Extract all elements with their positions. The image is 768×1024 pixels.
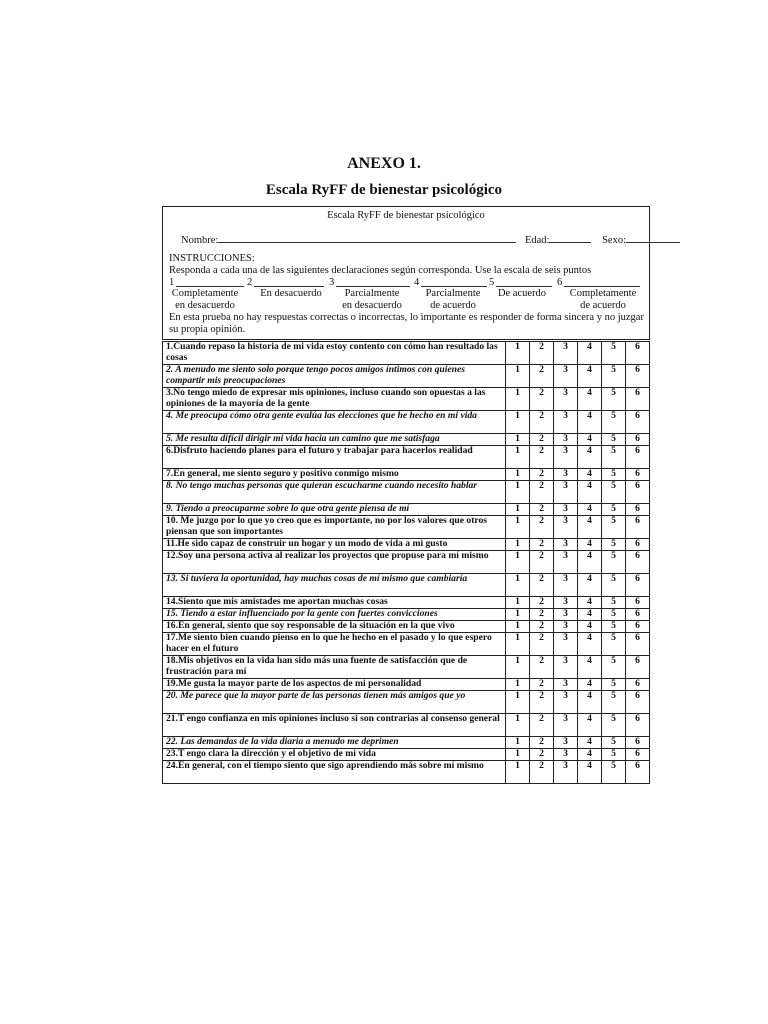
rating-option-2[interactable]: 2 [530, 434, 554, 446]
rating-option-5[interactable]: 5 [602, 597, 626, 609]
rating-option-5[interactable]: 5 [602, 609, 626, 621]
rating-option-1[interactable]: 1 [506, 656, 530, 679]
instructions-heading: INSTRUCCIONES: [169, 253, 255, 264]
item-statement: 9. Tiendo a preocuparme sobre lo que otra gente piensa de mí [163, 504, 506, 516]
rating-option-6[interactable]: 6 [626, 574, 650, 597]
rating-option-2[interactable]: 2 [530, 761, 554, 784]
rating-option-1[interactable]: 1 [506, 691, 530, 714]
rating-option-2[interactable]: 2 [530, 691, 554, 714]
rating-option-6[interactable]: 6 [626, 434, 650, 446]
item-statement: 20. Me parece que la mayor parte de las personas tienen más amigos que yo [163, 691, 506, 714]
rating-option-5[interactable]: 5 [602, 481, 626, 504]
table-row [163, 342, 650, 365]
rating-option-2[interactable]: 2 [530, 714, 554, 737]
item-statement: 14.Siento que mis amistades me aportan muchas cosas [163, 597, 506, 609]
rating-option-2[interactable]: 2 [530, 469, 554, 481]
rating-option-2[interactable]: 2 [530, 597, 554, 609]
rating-option-4[interactable]: 4 [578, 551, 602, 574]
table-row [163, 469, 650, 481]
table-row [163, 749, 650, 761]
scale-line [496, 286, 552, 287]
rating-option-4[interactable]: 4 [578, 342, 602, 365]
rating-option-1[interactable]: 1 [506, 434, 530, 446]
rating-option-3[interactable]: 3 [554, 446, 578, 469]
rating-option-6[interactable]: 6 [626, 539, 650, 551]
rating-option-6[interactable]: 6 [626, 621, 650, 633]
rating-option-3[interactable]: 3 [554, 388, 578, 411]
rating-option-3[interactable]: 3 [554, 481, 578, 504]
rating-option-6[interactable]: 6 [626, 633, 650, 656]
rating-option-3[interactable]: 3 [554, 411, 578, 434]
table-row [163, 691, 650, 714]
rating-option-2[interactable]: 2 [530, 609, 554, 621]
item-statement: 13. Si tuviera la oportunidad, hay muchas cosas de mí mismo que cambiaría [163, 574, 506, 597]
rating-option-3[interactable]: 3 [554, 656, 578, 679]
rating-option-3[interactable]: 3 [554, 574, 578, 597]
item-statement: 17.Me siento bien cuando pienso en lo que he hecho en el pasado y lo que espero hacer en el futuro [163, 633, 506, 656]
rating-option-4[interactable]: 4 [578, 597, 602, 609]
table-row [163, 679, 650, 691]
rating-option-1[interactable]: 1 [506, 469, 530, 481]
rating-option-4[interactable]: 4 [578, 481, 602, 504]
rating-option-5[interactable]: 5 [602, 342, 626, 365]
rating-option-4[interactable]: 4 [578, 516, 602, 539]
rating-option-2[interactable]: 2 [530, 633, 554, 656]
instructions-text: Responda a cada una de las siguientes declaraciones según corresponda. Use la escala de seis puntos [169, 265, 592, 276]
table-row [163, 365, 650, 388]
rating-option-5[interactable]: 5 [602, 539, 626, 551]
scale-label: De acuerdo [497, 288, 547, 299]
item-statement: 24.En general, con el tiempo siento que sigo aprendiendo más sobre mí mismo [163, 761, 506, 784]
rating-option-6[interactable]: 6 [626, 481, 650, 504]
rating-option-5[interactable]: 5 [602, 551, 626, 574]
item-statement: 7.En general, me siento seguro y positivo conmigo mismo [163, 469, 506, 481]
table-row [163, 609, 650, 621]
name-field[interactable] [218, 232, 516, 243]
rating-option-5[interactable]: 5 [602, 621, 626, 633]
rating-option-2[interactable]: 2 [530, 749, 554, 761]
scale-line [421, 286, 487, 287]
table-row [163, 481, 650, 504]
rating-option-2[interactable]: 2 [530, 504, 554, 516]
rating-option-3[interactable]: 3 [554, 609, 578, 621]
item-statement: 3.No tengo miedo de expresar mis opiniones, incluso cuando son opuestas a las opiniones de la mayoría de la gente [163, 388, 506, 411]
scale-label: Completamente de acuerdo [569, 288, 637, 311]
rating-option-2[interactable]: 2 [530, 574, 554, 597]
rating-option-2[interactable]: 2 [530, 656, 554, 679]
scale-label: Parcialmente en desacuerdo [342, 288, 402, 311]
rating-option-2[interactable]: 2 [530, 365, 554, 388]
rating-option-2[interactable]: 2 [530, 621, 554, 633]
scale-line [564, 286, 640, 287]
rating-option-1[interactable]: 1 [506, 714, 530, 737]
rating-option-5[interactable]: 5 [602, 388, 626, 411]
table-row [163, 411, 650, 434]
rating-option-4[interactable]: 4 [578, 365, 602, 388]
scale-line [176, 286, 244, 287]
rating-option-6[interactable]: 6 [626, 365, 650, 388]
rating-option-4[interactable]: 4 [578, 609, 602, 621]
rating-option-1[interactable]: 1 [506, 411, 530, 434]
rating-option-6[interactable]: 6 [626, 761, 650, 784]
table-row [163, 574, 650, 597]
rating-option-4[interactable]: 4 [578, 411, 602, 434]
rating-option-3[interactable]: 3 [554, 516, 578, 539]
rating-option-4[interactable]: 4 [578, 434, 602, 446]
item-statement: 22. Las demandas de la vida diaria a menudo me deprimen [163, 737, 506, 749]
table-row [163, 551, 650, 574]
rating-option-4[interactable]: 4 [578, 714, 602, 737]
rating-option-4[interactable]: 4 [578, 691, 602, 714]
rating-option-5[interactable]: 5 [602, 516, 626, 539]
rating-option-4[interactable]: 4 [578, 504, 602, 516]
rating-option-3[interactable]: 3 [554, 469, 578, 481]
rating-option-2[interactable]: 2 [530, 342, 554, 365]
scale-number: 3 [329, 277, 335, 288]
rating-option-5[interactable]: 5 [602, 761, 626, 784]
rating-option-1[interactable]: 1 [506, 342, 530, 365]
age-field[interactable] [549, 232, 591, 243]
scale-number: 2 [247, 277, 253, 288]
rating-option-4[interactable]: 4 [578, 679, 602, 691]
rating-option-5[interactable]: 5 [602, 656, 626, 679]
rating-option-6[interactable]: 6 [626, 737, 650, 749]
rating-option-3[interactable]: 3 [554, 714, 578, 737]
rating-option-1[interactable]: 1 [506, 621, 530, 633]
rating-option-4[interactable]: 4 [578, 574, 602, 597]
rating-option-3[interactable]: 3 [554, 539, 578, 551]
item-statement: 4. Me preocupa cómo otra gente evalúa las elecciones que he hecho en mi vida [163, 411, 506, 434]
item-statement: 2. A menudo me siento solo porque tengo pocos amigos íntimos con quienes compartir mis preocupaciones [163, 365, 506, 388]
rating-option-5[interactable]: 5 [602, 574, 626, 597]
rating-option-3[interactable]: 3 [554, 597, 578, 609]
rating-option-6[interactable]: 6 [626, 446, 650, 469]
form-title: Escala RyFF de bienestar psicológico [327, 210, 485, 221]
scale-number: 1 [169, 277, 175, 288]
table-row [163, 714, 650, 737]
item-statement: 12.Soy una persona activa al realizar los proyectos que propuse para mí mismo [163, 551, 506, 574]
annex-heading: ANEXO 1. [347, 155, 421, 172]
age-label: Edad: [524, 235, 550, 246]
table-row [163, 434, 650, 446]
rating-option-2[interactable]: 2 [530, 737, 554, 749]
name-label: Nombre: [181, 235, 219, 246]
rating-option-4[interactable]: 4 [578, 621, 602, 633]
rating-option-6[interactable]: 6 [626, 656, 650, 679]
rating-option-2[interactable]: 2 [530, 388, 554, 411]
rating-option-6[interactable]: 6 [626, 597, 650, 609]
rating-option-1[interactable]: 1 [506, 597, 530, 609]
rating-option-1[interactable]: 1 [506, 481, 530, 504]
rating-option-2[interactable]: 2 [530, 679, 554, 691]
item-statement: 15. Tiendo a estar influenciado por la gente con fuertes convicciones [163, 609, 506, 621]
rating-option-4[interactable]: 4 [578, 656, 602, 679]
rating-option-5[interactable]: 5 [602, 504, 626, 516]
rating-option-1[interactable]: 1 [506, 761, 530, 784]
rating-option-5[interactable]: 5 [602, 446, 626, 469]
item-statement: 18.Mis objetivos en la vida han sido más una fuente de satisfacción que de frustración para mí [163, 656, 506, 679]
rating-option-3[interactable]: 3 [554, 365, 578, 388]
table-row [163, 656, 650, 679]
response-scale [169, 277, 645, 313]
item-statement: 8. No tengo muchas personas que quieran escucharme cuando necesito hablar [163, 481, 506, 504]
rating-option-5[interactable]: 5 [602, 633, 626, 656]
item-statement: 11.He sido capaz de construir un hogar y un modo de vida a mi gusto [163, 539, 506, 551]
rating-option-4[interactable]: 4 [578, 749, 602, 761]
rating-option-3[interactable]: 3 [554, 633, 578, 656]
scale-label: En desacuerdo [260, 288, 322, 299]
rating-option-1[interactable]: 1 [506, 633, 530, 656]
scale-number: 4 [414, 277, 420, 288]
item-statement: 6.Disfruto haciendo planes para el futuro y trabajar para hacerlos realidad [163, 446, 506, 469]
rating-option-6[interactable]: 6 [626, 342, 650, 365]
rating-option-6[interactable]: 6 [626, 516, 650, 539]
rating-option-5[interactable]: 5 [602, 434, 626, 446]
rating-option-3[interactable]: 3 [554, 504, 578, 516]
rating-option-3[interactable]: 3 [554, 761, 578, 784]
rating-option-5[interactable]: 5 [602, 714, 626, 737]
rating-option-1[interactable]: 1 [506, 609, 530, 621]
rating-option-5[interactable]: 5 [602, 365, 626, 388]
rating-option-4[interactable]: 4 [578, 539, 602, 551]
instructions-note: En esta prueba no hay respuestas correctas o incorrectas, lo importante es responder de forma sincera y no juzgar su propia opinión. [169, 312, 644, 335]
rating-option-6[interactable]: 6 [626, 551, 650, 574]
rating-option-1[interactable]: 1 [506, 574, 530, 597]
rating-option-4[interactable]: 4 [578, 446, 602, 469]
rating-option-1[interactable]: 1 [506, 365, 530, 388]
rating-option-1[interactable]: 1 [506, 679, 530, 691]
sex-label: Sexo: [602, 235, 626, 246]
items-table [162, 341, 650, 784]
rating-option-4[interactable]: 4 [578, 761, 602, 784]
rating-option-3[interactable]: 3 [554, 621, 578, 633]
rating-option-6[interactable]: 6 [626, 691, 650, 714]
rating-option-6[interactable]: 6 [626, 679, 650, 691]
scale-label: Completamente en desacuerdo [171, 288, 239, 311]
rating-option-2[interactable]: 2 [530, 411, 554, 434]
item-statement: 16.En general, siento que soy responsable de la situación en la que vivo [163, 621, 506, 633]
table-row [163, 539, 650, 551]
rating-option-1[interactable]: 1 [506, 516, 530, 539]
scale-line [336, 286, 410, 287]
personal-data-row [181, 232, 680, 247]
rating-option-2[interactable]: 2 [530, 539, 554, 551]
table-row [163, 621, 650, 633]
rating-option-6[interactable]: 6 [626, 411, 650, 434]
table-row [163, 633, 650, 656]
table-row [163, 516, 650, 539]
scale-number: 6 [557, 277, 563, 288]
rating-option-1[interactable]: 1 [506, 551, 530, 574]
rating-option-6[interactable]: 6 [626, 388, 650, 411]
rating-option-3[interactable]: 3 [554, 737, 578, 749]
rating-option-3[interactable]: 3 [554, 691, 578, 714]
rating-option-4[interactable]: 4 [578, 633, 602, 656]
rating-option-4[interactable]: 4 [578, 737, 602, 749]
rating-option-6[interactable]: 6 [626, 504, 650, 516]
rating-option-3[interactable]: 3 [554, 679, 578, 691]
scale-label: Parcialmente de acuerdo [425, 288, 481, 311]
rating-option-3[interactable]: 3 [554, 342, 578, 365]
rating-option-5[interactable]: 5 [602, 411, 626, 434]
item-statement: 5. Me resulta difícil dirigir mi vida hacia un camino que me satisfaga [163, 434, 506, 446]
item-statement: 21.T engo confianza en mis opiniones incluso si son contrarias al consenso general [163, 714, 506, 737]
scale-number: 5 [489, 277, 495, 288]
rating-option-2[interactable]: 2 [530, 551, 554, 574]
scale-line [254, 286, 324, 287]
rating-option-4[interactable]: 4 [578, 388, 602, 411]
rating-option-1[interactable]: 1 [506, 388, 530, 411]
rating-option-5[interactable]: 5 [602, 737, 626, 749]
sex-field[interactable] [626, 232, 680, 243]
form-header-box [162, 206, 650, 340]
rating-option-2[interactable]: 2 [530, 481, 554, 504]
item-statement: 10. Me juzgo por lo que yo creo que es importante, no por los valores que otros piensan que son importantes [163, 516, 506, 539]
table-row [163, 761, 650, 784]
item-statement: 23.T engo clara la dirección y el objetivo de mi vida [163, 749, 506, 761]
item-statement: 1.Cuando repaso la historia de mi vida estoy contento con cómo han resultado las cosas [163, 342, 506, 365]
rating-option-3[interactable]: 3 [554, 551, 578, 574]
table-row [163, 388, 650, 411]
rating-option-6[interactable]: 6 [626, 749, 650, 761]
item-statement: 19.Me gusta la mayor parte de los aspectos de mi personalidad [163, 679, 506, 691]
rating-option-1[interactable]: 1 [506, 504, 530, 516]
table-row [163, 597, 650, 609]
rating-option-1[interactable]: 1 [506, 539, 530, 551]
table-row [163, 737, 650, 749]
rating-option-3[interactable]: 3 [554, 434, 578, 446]
rating-option-6[interactable]: 6 [626, 714, 650, 737]
rating-option-6[interactable]: 6 [626, 609, 650, 621]
rating-option-2[interactable]: 2 [530, 516, 554, 539]
rating-option-5[interactable]: 5 [602, 469, 626, 481]
rating-option-5[interactable]: 5 [602, 679, 626, 691]
rating-option-1[interactable]: 1 [506, 737, 530, 749]
table-row [163, 504, 650, 516]
items-table-body [163, 342, 650, 784]
rating-option-4[interactable]: 4 [578, 469, 602, 481]
rating-option-1[interactable]: 1 [506, 446, 530, 469]
rating-option-5[interactable]: 5 [602, 749, 626, 761]
rating-option-3[interactable]: 3 [554, 749, 578, 761]
document-title: Escala RyFF de bienestar psicológico [265, 182, 503, 198]
rating-option-2[interactable]: 2 [530, 446, 554, 469]
rating-option-5[interactable]: 5 [602, 691, 626, 714]
table-row [163, 446, 650, 469]
rating-option-1[interactable]: 1 [506, 749, 530, 761]
rating-option-6[interactable]: 6 [626, 469, 650, 481]
